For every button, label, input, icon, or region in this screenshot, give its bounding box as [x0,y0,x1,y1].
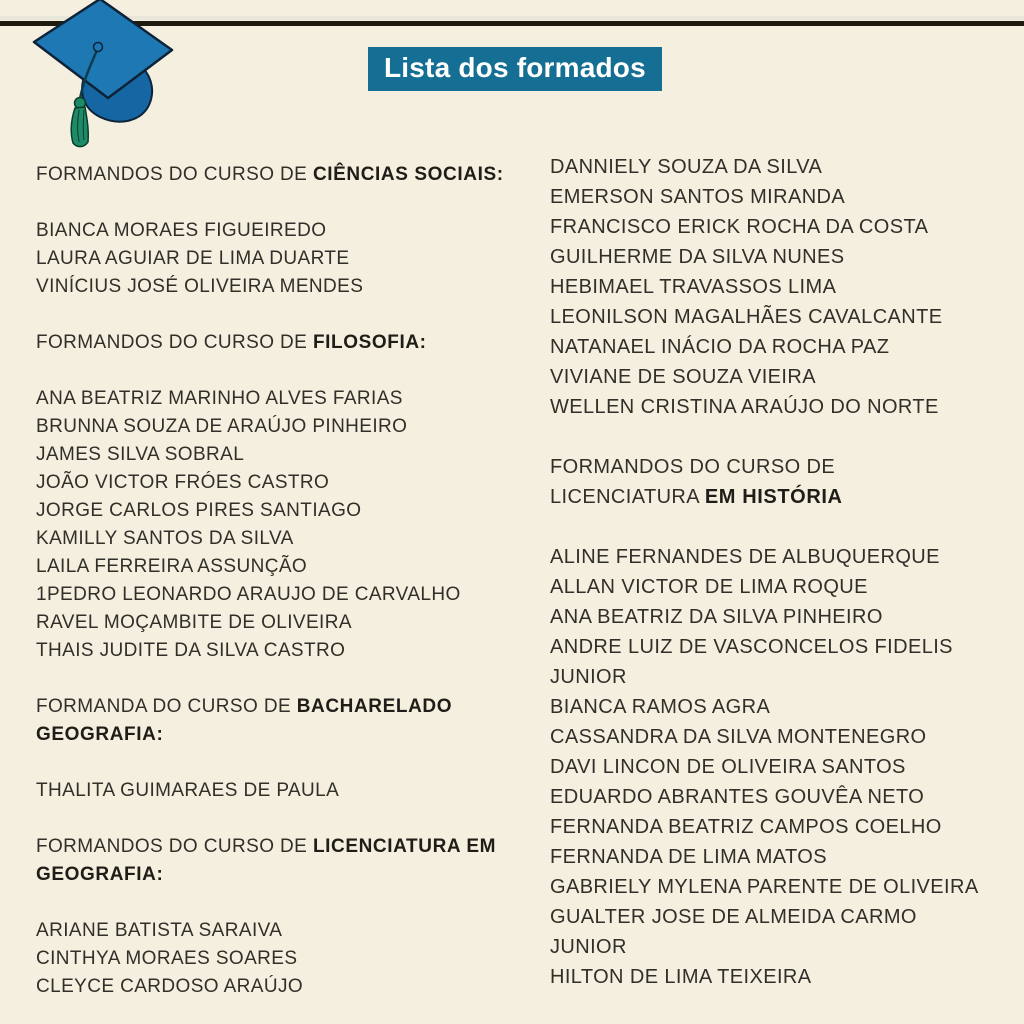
course-heading [36,693,506,749]
course-name-bold: LICENCIATURA EM [312,836,497,857]
graduate-name: KAMILLY SANTOS DA SILVA [36,528,294,549]
graduate-name: EDUARDO ABRANTES GOUVÊA NETO [550,786,925,808]
graduate-name: JORGE CARLOS PIRES SANTIAGO [36,500,362,521]
graduate-name: CINTHYA MORAES SOARES [36,948,298,969]
heading-text: LICENCIATURA [550,486,705,508]
heading-text: FORMANDOS DO CURSO DE [36,836,313,857]
graduate-name-list [36,385,506,665]
graduate-name-list [550,542,995,992]
graduate-name: ALINE FERNANDES DE ALBUQUERQUE [550,546,940,568]
graduate-name: FRANCISCO ERICK ROCHA DA COSTA [550,216,929,238]
graduate-name: DAVI LINCON DE OLIVEIRA SANTOS [550,756,906,778]
graduate-name: ANA BEATRIZ MARINHO ALVES FARIAS [36,388,403,409]
course-name-bold: CIÊNCIAS SOCIAIS: [312,164,504,185]
graduate-name: BRUNNA SOUZA DE ARAÚJO PINHEIRO [36,416,408,437]
graduate-name: JAMES SILVA SOBRAL [36,444,245,465]
graduate-name: CASSANDRA DA SILVA MONTENEGRO [550,726,927,748]
course-heading-line [36,721,506,749]
graduate-name: GUALTER JOSE DE ALMEIDA CARMO JUNIOR [550,906,917,958]
graduates-column-1 [36,161,506,1001]
course-heading-line [36,861,506,889]
graduate-name-list [550,152,995,422]
course-name-bold: GEOGRAFIA: [36,864,164,885]
graduate-name: THALITA GUIMARAES DE PAULA [36,780,340,801]
graduate-name: VINÍCIUS JOSÉ OLIVEIRA MENDES [36,276,364,297]
heading-text: FORMANDA DO CURSO DE [36,696,297,717]
course-heading [550,452,995,512]
course-name-bold: GEOGRAFIA: [36,724,164,745]
graduate-name: BIANCA RAMOS AGRA [550,696,771,718]
course-name-bold: EM HISTÓRIA [704,486,843,508]
graduate-name: ARIANE BATISTA SARAIVA [36,920,283,941]
graduate-name: NATANAEL INÁCIO DA ROCHA PAZ [550,336,890,358]
graduate-name: 1PEDRO LEONARDO ARAUJO DE CARVALHO [36,584,461,605]
graduate-name: LAILA FERREIRA ASSUNÇÃO [36,556,308,577]
graduate-name: VIVIANE DE SOUZA VIEIRA [550,366,816,388]
graduate-name: GABRIELY MYLENA PARENTE DE OLIVEIRA [550,876,979,898]
course-heading-line [36,161,506,189]
graduate-name: LEONILSON MAGALHÃES CAVALCANTE [550,306,943,328]
graduate-name: FERNANDA DE LIMA MATOS [550,846,828,868]
graduate-name: BIANCA MORAES FIGUEIREDO [36,220,327,241]
page-title: Lista dos formados [384,52,646,83]
course-heading-line [550,452,995,482]
course-heading [36,161,506,189]
graduate-name: GUILHERME DA SILVA NUNES [550,246,845,268]
graduate-name-list [36,917,506,1001]
graduate-name: ANDRE LUIZ DE VASCONCELOS FIDELIS JUNIOR [550,636,953,688]
graduate-name: ALLAN VICTOR DE LIMA ROQUE [550,576,868,598]
graduate-name: EMERSON SANTOS MIRANDA [550,186,846,208]
graduate-name: THAIS JUDITE DA SILVA CASTRO [36,640,346,661]
course-heading-line [36,833,506,861]
heading-text: FORMANDOS DO CURSO DE [550,456,836,478]
graduates-column-2 [550,152,995,992]
graduate-name-list [36,217,506,301]
graduate-name: LAURA AGUIAR DE LIMA DUARTE [36,248,350,269]
title-banner [368,47,662,91]
graduate-name: HEBIMAEL TRAVASSOS LIMA [550,276,837,298]
course-heading-line [36,693,506,721]
heading-text: FORMANDOS DO CURSO DE [36,164,313,185]
graduate-name: WELLEN CRISTINA ARAÚJO DO NORTE [550,396,939,418]
graduate-name: CLEYCE CARDOSO ARAÚJO [36,976,304,997]
graduate-name-list [36,777,506,805]
course-heading [36,833,506,889]
graduate-name: FERNANDA BEATRIZ CAMPOS COELHO [550,816,942,838]
course-heading-line [36,329,506,357]
course-heading [36,329,506,357]
graduation-cap-graphic [24,0,174,156]
graduate-name: RAVEL MOÇAMBITE DE OLIVEIRA [36,612,352,633]
graduate-name: ANA BEATRIZ DA SILVA PINHEIRO [550,606,883,628]
graduate-name: HILTON DE LIMA TEIXEIRA [550,966,812,988]
graduate-name: JOÃO VICTOR FRÓES CASTRO [36,472,330,493]
course-name-bold: FILOSOFIA: [312,332,427,353]
graduate-name: DANNIELY SOUZA DA SILVA [550,156,823,178]
heading-text: FORMANDOS DO CURSO DE [36,332,313,353]
graduation-cap-icon [24,0,174,156]
course-heading-line [550,482,995,512]
course-name-bold: BACHARELADO [296,696,453,717]
